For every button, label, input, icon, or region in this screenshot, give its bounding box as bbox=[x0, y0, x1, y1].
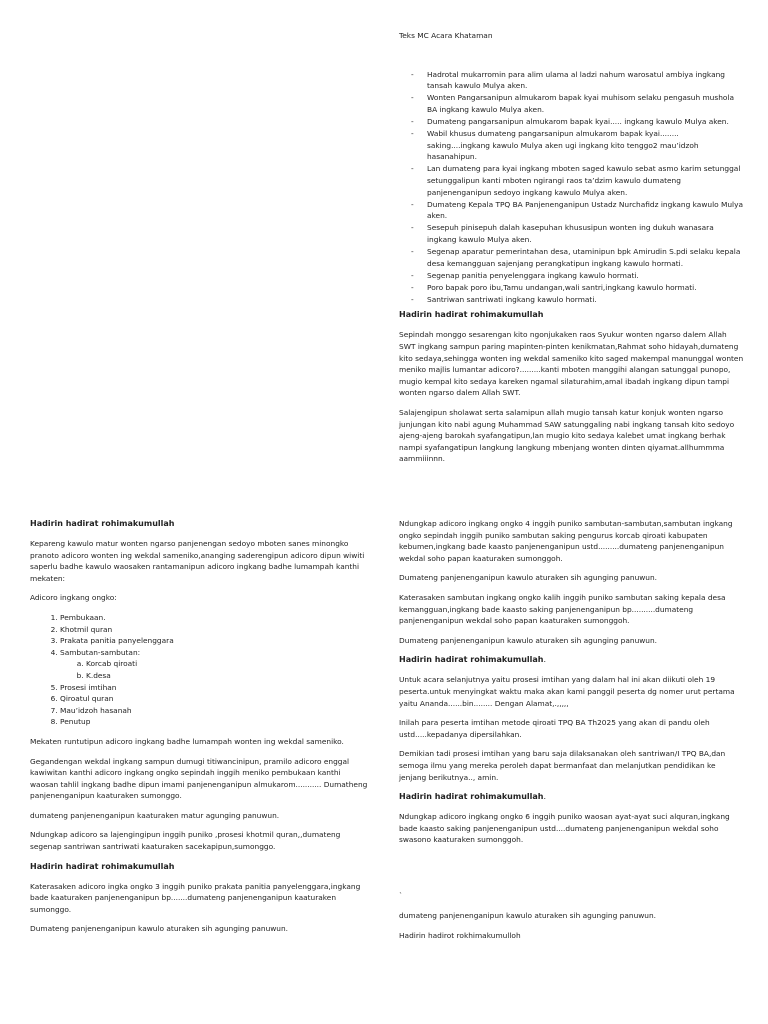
list-item: - Dumateng Kepala TPQ BA Panjenenganipun Ustadz Nurchafidz ingkang kawulo Mulya aken. bbox=[427, 199, 744, 222]
list-item: - Lan dumateng para kyai ingkang mboten saged kawulo sebat asmo karim setunggal setunggalipun kanti mboten ngirangi raos ta’dzim kawulo dumateng panjenenganipun sedoyo ingkang kawulo Mulya aken. bbox=[427, 163, 744, 198]
list-item: 6. Qiroatul quran bbox=[60, 693, 370, 705]
agenda-label: Adicoro ingkang ongko: bbox=[30, 593, 117, 603]
list-item: - Dumateng pangarsanipun almukarom bapak kyai..... ingkang kawulo Mulya aken. bbox=[427, 116, 744, 128]
heading-dot: . bbox=[543, 655, 547, 665]
paragraph-inilah: Inilah para peserta imtihan metode qiroati TPQ BA Th2025 yang akan di pandu oleh ustd.....kepadanya dipersilahkan. bbox=[399, 718, 710, 739]
list-item: - Wonten Pangarsanipun almukarom bapak kyai muhisom selaku pengasuh mushola BA ingkang kawulo Mulya aken. bbox=[427, 92, 744, 115]
list-item: 8. Penutup bbox=[60, 716, 370, 728]
section-heading: Hadirin hadirat rohimakumullah bbox=[30, 861, 175, 871]
paragraph-intro: Kepareng kawulo matur wonten ngarso panjenengan sedoyo mboten sanes minongko pranoto adicoro wonten ing wekdal sameniko,ananging saderengipun adicoro dipun wiwiti saperlu badhe kawulo waosaken rantamanipun adicoro ingkang badhe lumampah kanthi mekaten: bbox=[30, 539, 365, 583]
section-heading: Hadirin hadirat rohimakumullah bbox=[399, 310, 544, 320]
paragraph-closing: Hadirin hadirot rokhimakumulloh bbox=[399, 931, 521, 941]
list-item: - Segenap aparatur pemerintahan desa, utaminipun bpk Amirudin S.pdi selaku kepala desa kemangguan sajenjang perangkatipun ingkang kawulo hormati. bbox=[427, 246, 744, 269]
paragraph-sholawat: Salajengipun sholawat serta salamipun allah mugio tansah katur konjuk wonten ngarso junjungan kito nabi agung Muhammad SAW satunggaling nabi ingkang tansah kito sedoyo ajeng-ajeng barokah syafangatipun,lan mugio kito sedaya kalebet umat ingkang berhak nampi syafangatipun langkung langkung mbenjang wonten dinten qiyamat.allhummma aammiiinnn. bbox=[399, 408, 735, 464]
list-item: 1. Pembukaan. bbox=[60, 612, 370, 624]
greeting-list bbox=[399, 69, 744, 306]
list-item: 3. Prakata panitia panyelenggara bbox=[60, 635, 370, 647]
page-2-right-column bbox=[399, 518, 744, 950]
paragraph-thanks: Dumateng panjenenganipun kawulo aturaken sih agunging panuwun. bbox=[399, 635, 658, 645]
document-title: Teks MC Acara Khataman bbox=[399, 31, 493, 40]
paragraph-sambutan-korcab: Ndungkap adicoro ingkang ongko 4 inggih puniko sambutan-sambutan,sambutan ingkang ongko sepindah inggih puniko sambutan saking pengurus korcab qiroati kabupaten kebumen,ingkang bade kaasto panjenenganipun ustd.........dumateng panjenenganipun wekdal soho papan kaaturaken sumonggoh. bbox=[399, 519, 733, 563]
paragraph-demikian: Demikian tadi prosesi imtihan yang baru saja dilaksanakan oleh santriwan/I TPQ BA,dan semoga ilmu yang mereka peroleh dapat bermanfaat dan melanjutkan pendidikan ke jenjang berikutnya.., amin. bbox=[399, 749, 726, 782]
paragraph-syukur: Sepindah monggo sesarengan kito ngonjukaken raos Syukur wonten ngarso dalem Allah SWT ingkang sampun paring mapinten-pinten kenikmatan,Rahmat soho hidayah,dumateng kito sedaya,sehingga wonten ing wekdal sameniko kito saged makempal manunggal wonten meniko majlis lumantar adicoro?.........kanti mboten manggihi alangan satunggal punopo, mugio kempal kito sedaya kareken ngamal silaturahim,amal ibadah ingkang dipun tampi wonten ngarso dalem Allah SWT. bbox=[399, 330, 744, 398]
section-heading bbox=[399, 791, 744, 803]
sub-agenda-list bbox=[60, 658, 370, 681]
list-item: a. Korcab qiroati bbox=[86, 658, 370, 670]
stray-mark: ` bbox=[399, 890, 403, 900]
section-heading bbox=[399, 654, 744, 666]
list-item: 2. Khotmil quran bbox=[60, 624, 370, 636]
paragraph-thanks: dumateng panjenenganipun kaaturaken matur agunging panuwun. bbox=[30, 810, 280, 820]
list-item-label: Sambutan-sambutan: bbox=[60, 647, 141, 657]
paragraph-opening: Gegandengan wekdal ingkang sampun dumugi titiwancinipun, pramilo adicoro enggal kawiwitan kanthi adicoro ingkang ongko sepindah inggih meniko pembukaan kanthi waosan tahlil ingkang badhe dipun imami panjenenganipun almukarom........... Dumatheng panjenenganipun kaaturaken sumonggo. bbox=[30, 756, 368, 801]
list-item: - Segenap panitia penyelenggara ingkang kawulo hormati. bbox=[427, 270, 744, 282]
list-item: 5. Prosesi imtihan bbox=[60, 682, 370, 694]
paragraph-prakata: Katerasaken adicoro ingka ongko 3 inggih puniko prakata panitia panyelenggara,ingkang bade kaaturaken panjenenganipun bp.......dumateng panjenenganipun kaaturaken sumonggo. bbox=[30, 881, 361, 914]
paragraph-after-list: Mekaten runtutipun adicoro ingkang badhe lumampah wonten ing wekdal sameniko. bbox=[30, 736, 344, 746]
heading-dot: . bbox=[543, 792, 547, 802]
list-item: - Hadrotal mukarromin para alim ulama al ladzi nahum warosatul ambiya ingkang tansah kawulo Mulya aken. bbox=[427, 69, 744, 92]
paragraph-thanks: Dumateng panjenenganipun kawulo aturaken sih agunging panuwun. bbox=[399, 573, 658, 583]
page-1-content bbox=[399, 30, 744, 473]
paragraph-sambutan-kades: Katerasaken sambutan ingkang ongko kalih inggih puniko sambutan saking kepala desa kemangguan,ingkang bade kaasto saking panjenenganipun bp..........dumateng panjenenganipun wekdal soho papan kaaturaken sumonggoh. bbox=[399, 592, 726, 626]
page-2-left-column bbox=[30, 518, 370, 943]
list-item: b. K.desa bbox=[86, 670, 370, 682]
paragraph-thanks: dumateng panjenenganipun kawulo aturaken sih agunging panuwun. bbox=[399, 911, 657, 921]
paragraph-khotmil: Ndungkap adicoro sa lajengingipun inggih puniko ,prosesi khotmil quran,,dumateng segenap santriwan santriwati kaaturaken sacekapipun,sumonggo. bbox=[30, 830, 341, 852]
list-item: - Santriwan santriwati ingkang kawulo hormati. bbox=[427, 294, 744, 306]
heading-text: Hadirin hadirat rohimakumullah bbox=[399, 655, 544, 665]
list-item bbox=[60, 647, 370, 682]
list-item: - Poro bapak poro ibu,Tamu undangan,wali santri,ingkang kawulo hormati. bbox=[427, 282, 744, 294]
paragraph-qiroatul: Ndungkap adicoro ingkang ongko 6 inggih puniko waosan ayat-ayat suci alquran,ingkang bade kaasto saking panjenenganipun ustd....dumateng panjenenganipun wekdal soho swasono kaaturaken sumonggoh. bbox=[399, 812, 730, 845]
list-item: 7. Mau’idzoh hasanah bbox=[60, 705, 370, 717]
list-item: - Sesepuh pinisepuh dalah kasepuhan khususipun wonten ing dukuh wanasara ingkang kawulo Mulya aken. bbox=[427, 222, 744, 245]
heading-text: Hadirin hadirat rohimakumullah bbox=[399, 792, 544, 802]
list-item: - Wabil khusus dumateng pangarsanipun almukarom bapak kyai........ saking....ingkang kawulo Mulya aken ugi ingkang kito tenggo2 mau’idzoh hasanahipun. bbox=[427, 128, 744, 163]
paragraph-imtihan: Untuk acara selanjutnya yaitu prosesi imtihan yang dalam hal ini akan diikuti oleh 19 peserta.untuk menyingkat waktu maka akan kami panggil peserta dg nomer urut pertama yaitu Ananda......bin........ Dengan Alamat,.,,,,, bbox=[399, 675, 735, 708]
section-heading: Hadirin hadirat rohimakumullah bbox=[30, 519, 175, 528]
agenda-list bbox=[30, 612, 370, 728]
paragraph-thanks: Dumateng panjenenganipun kawulo aturaken sih agunging panuwun. bbox=[30, 924, 289, 934]
